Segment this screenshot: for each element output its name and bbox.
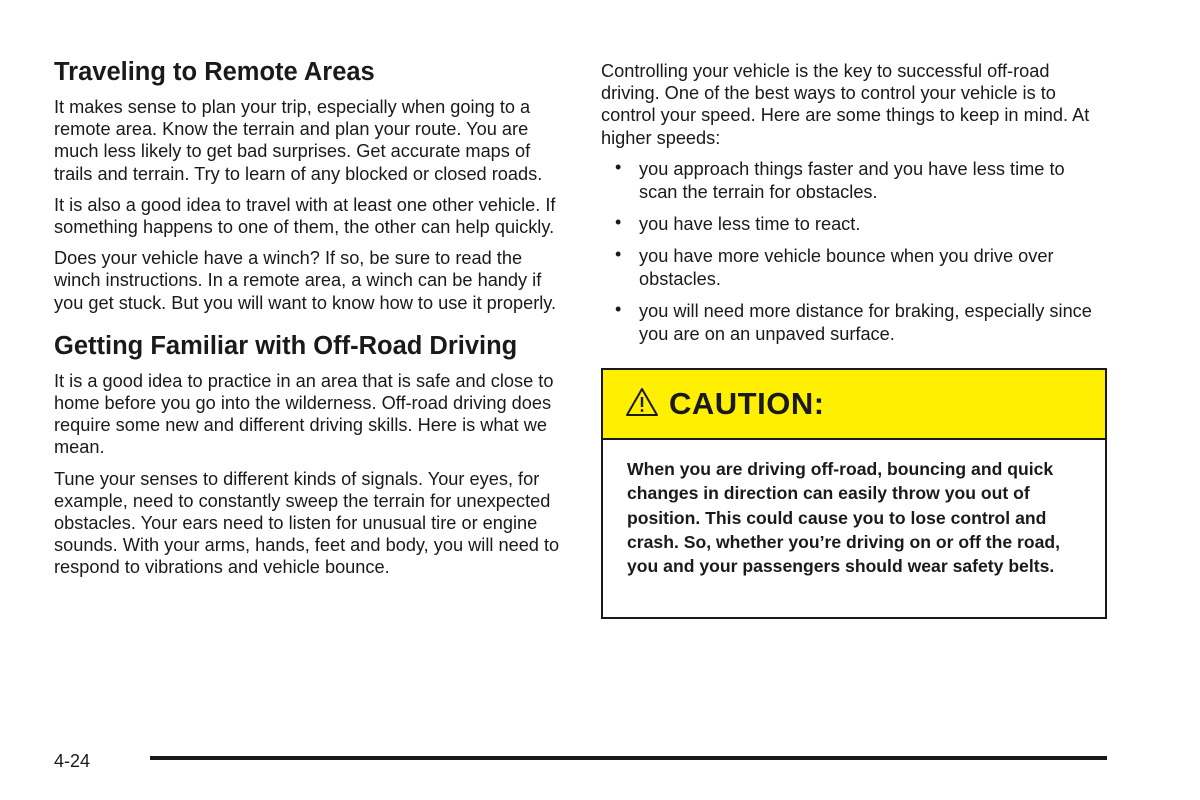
right-column (601, 60, 1107, 355)
bullet-icon: • (615, 211, 622, 232)
list-item-text: you will need more distance for braking, especially since you are on an unpaved surface. (639, 300, 1092, 344)
list-item (601, 213, 1107, 236)
paragraph-controlling-vehicle: Controlling your vehicle is the key to successful off-road driving. One of the best ways to control your vehicle is to control your speed. Here are some things to keep in mind. At higher speeds: (601, 61, 1090, 148)
caution-title: CAUTION: (669, 386, 825, 421)
paragraph-plan-trip: It makes sense to plan your trip, especially when going to a remote area. Know the terrain and plan your route. You are much less likely to get bad surprises. Get accurate maps of trails and terrain. Try to learn of any blocked or closed roads. (54, 97, 543, 184)
list-item-text: you have less time to react. (639, 213, 861, 234)
heading-off-road-driving: Getting Familiar with Off-Road Driving (54, 331, 518, 360)
paragraph-travel-with-vehicle: It is also a good idea to travel with at least one other vehicle. If something happens to one of them, the other can help quickly. (54, 194, 556, 238)
list-item (601, 300, 1107, 346)
paragraph-winch: Does your vehicle have a winch? If so, be sure to read the winch instructions. In a remote area, a winch can be handy if you get stuck. But you will want to know how to use it properly. (54, 248, 557, 313)
paragraph-senses: Tune your senses to different kinds of signals. Your eyes, for example, need to constantly sweep the terrain for unexpected obstacles. Your ears need to listen for unusual tire or engine sounds. With your arms, hands, feet and body, you will need to respond to vibrations and vehicle bounce. (54, 468, 560, 578)
bullet-icon: • (615, 156, 622, 177)
page-number: 4-24 (54, 751, 91, 771)
caution-header (603, 370, 1105, 440)
caution-box (601, 368, 1107, 619)
list-item (601, 158, 1107, 204)
speed-bullet-list (601, 158, 1107, 346)
list-item-text: you approach things faster and you have less time to scan the terrain for obstacles. (639, 158, 1065, 202)
list-item (601, 245, 1107, 291)
bullet-icon: • (615, 243, 622, 264)
footer-rule (150, 756, 1107, 760)
heading-traveling-remote-areas: Traveling to Remote Areas (54, 58, 375, 86)
warning-triangle-icon (625, 387, 659, 417)
caution-text: When you are driving off-road, bouncing and quick changes in direction can easily throw you out of position. This could cause you to lose control and crash. So, whether you’re driving on or off the road, you and your passengers should wear safety belts. (627, 459, 1061, 577)
list-item-text: you have more vehicle bounce when you drive over obstacles. (639, 245, 1054, 289)
paragraph-practice: It is a good idea to practice in an area that is safe and close to home before you go into the wilderness. Off-road driving does require some new and different driving skills. Here is what we mean. (54, 370, 554, 458)
bullet-icon: • (615, 298, 622, 319)
left-column (54, 56, 564, 588)
